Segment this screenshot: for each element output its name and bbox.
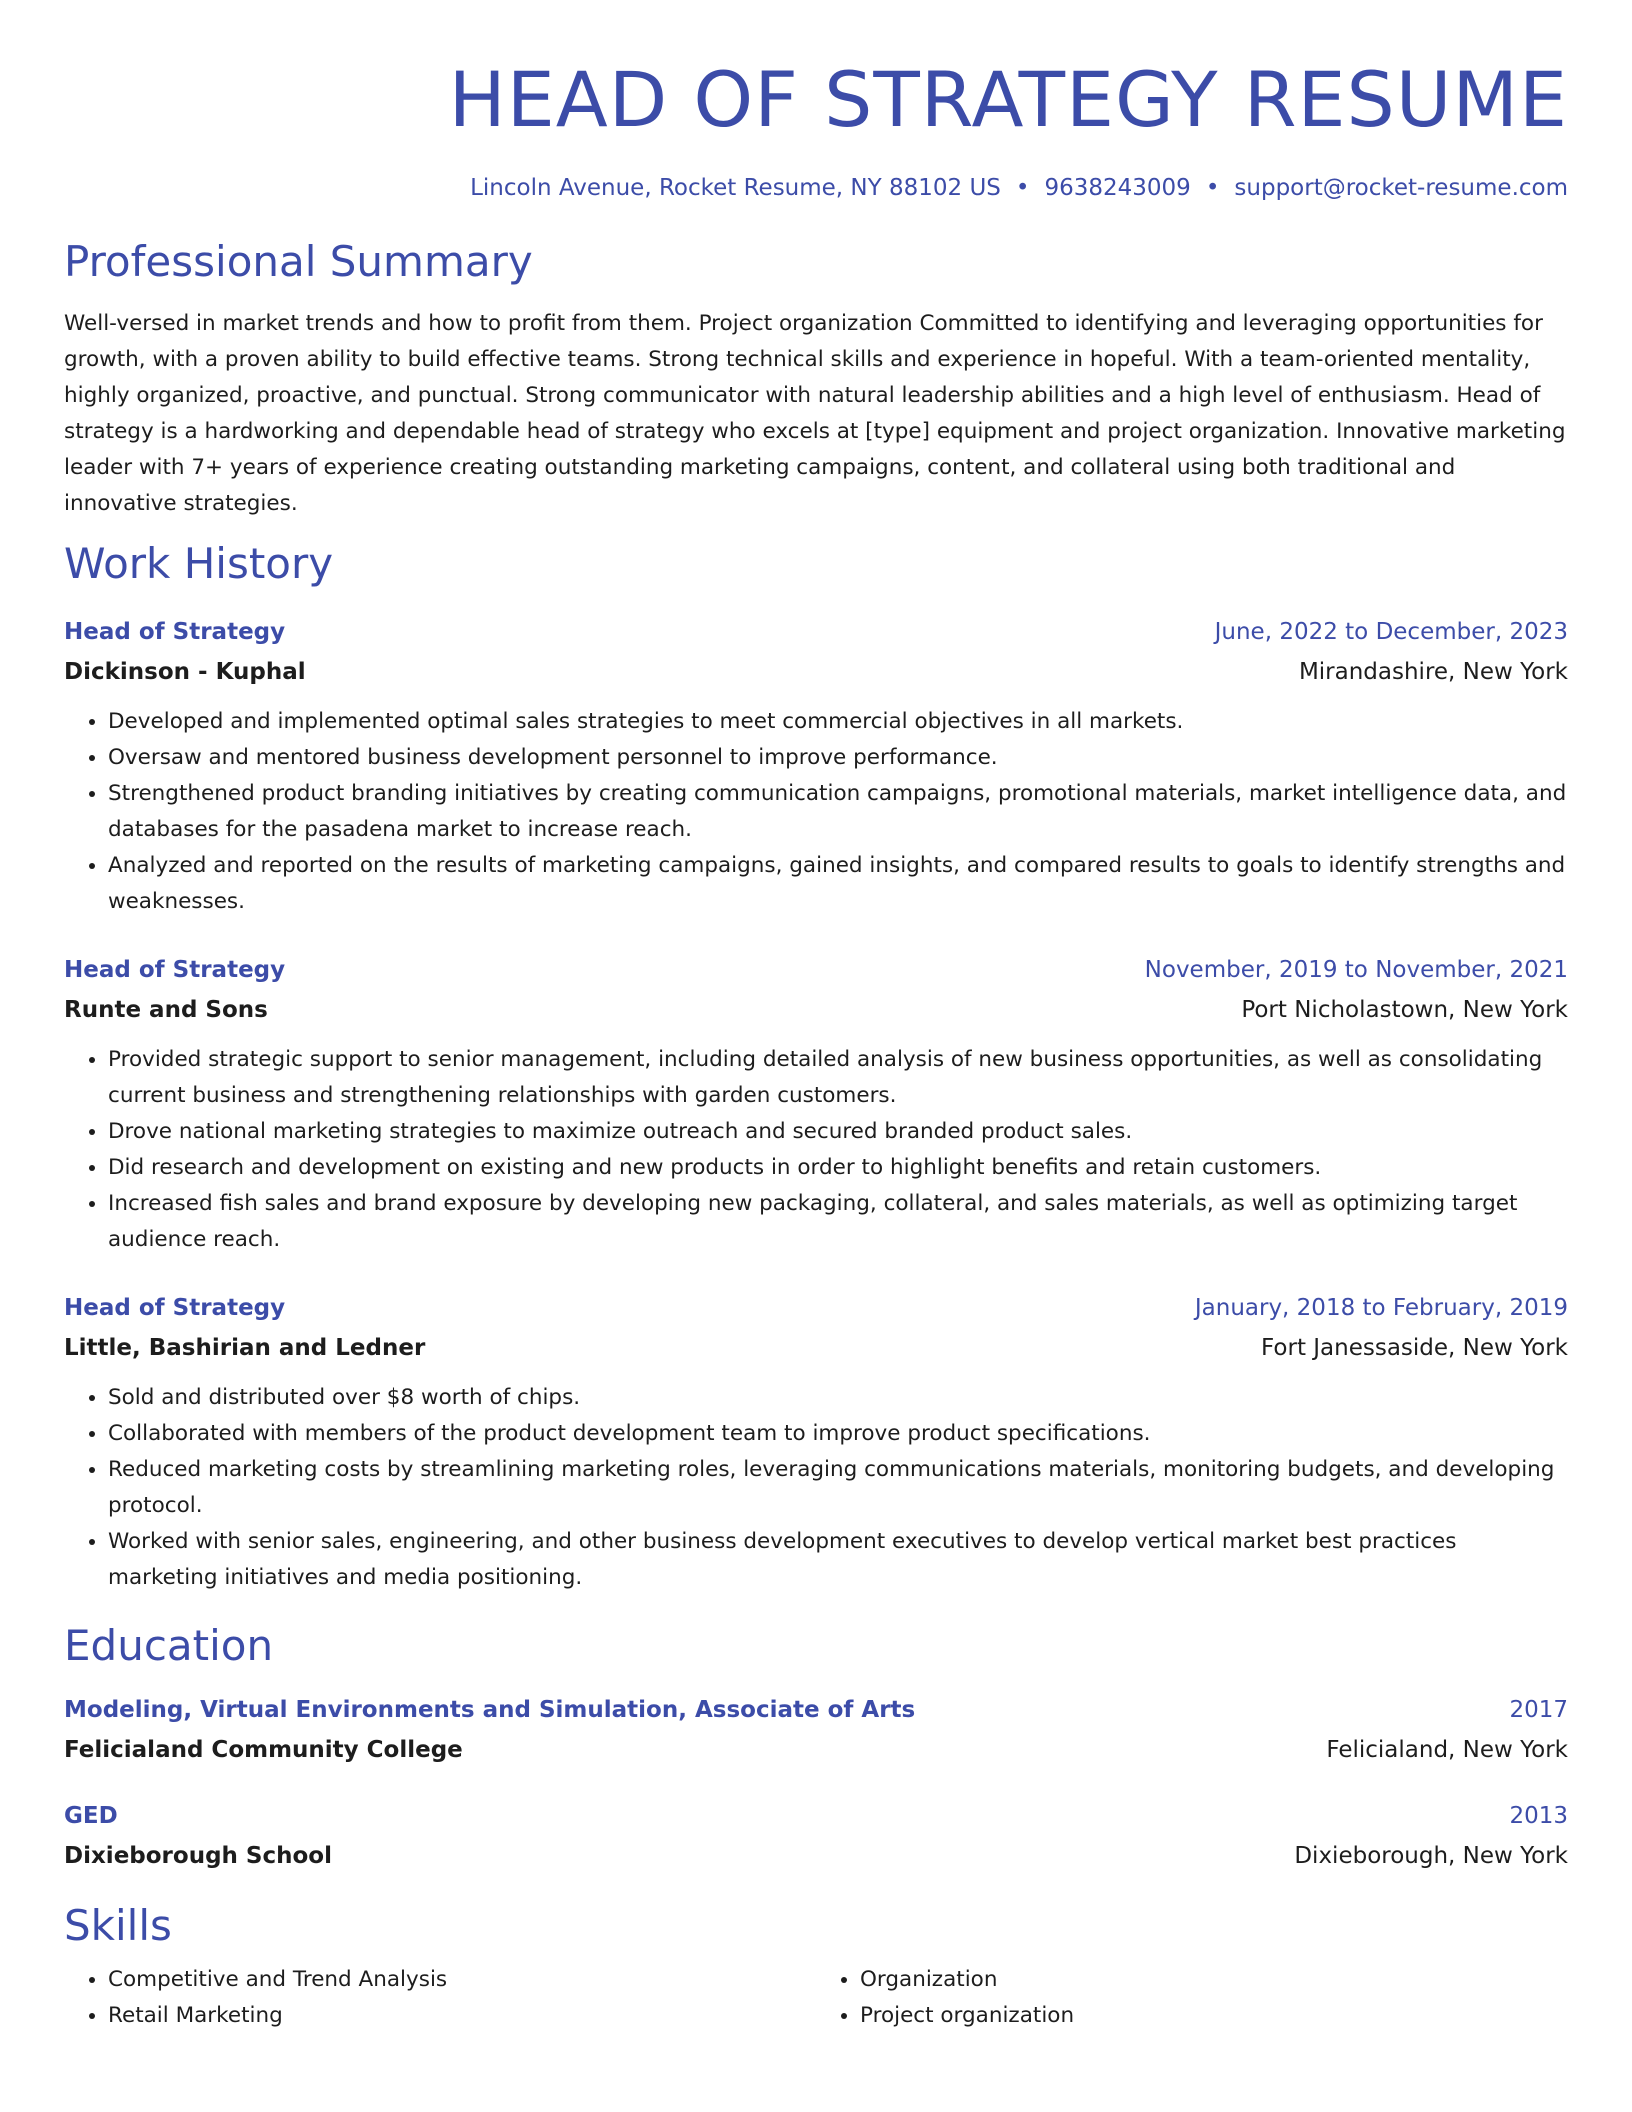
skills-column-right <box>816 1962 1568 2034</box>
job-bullet: • Collaborated with members of the product development team to improve product specifications. <box>108 1416 1568 1452</box>
education-year: 2017 <box>1509 1697 1568 1723</box>
job-header-row <box>64 1288 1568 1328</box>
job-bullets <box>64 1380 1568 1596</box>
job-bullet: • Increased fish sales and brand exposure by developing new packaging, collateral, and sales materials, as well as optimizing target audience reach. <box>108 1186 1568 1258</box>
job-entry <box>64 1288 1568 1596</box>
job-bullet: • Developed and implemented optimal sales strategies to meet commercial objectives in all markets. <box>108 704 1568 740</box>
education-heading: Education <box>64 1621 274 1670</box>
education-header-row <box>64 1796 1568 1836</box>
education-year: 2013 <box>1509 1803 1568 1829</box>
education-list <box>64 1690 1568 1876</box>
education-entry <box>64 1690 1568 1770</box>
job-entry <box>64 612 1568 920</box>
job-title: Head of Strategy <box>64 1295 286 1321</box>
education-location: Felicialand, New York <box>1326 1737 1568 1763</box>
education-degree: Modeling, Virtual Environments and Simulation, Associate of Arts <box>64 1697 916 1723</box>
contact-separator: • <box>1205 175 1220 201</box>
job-bullet: • Oversaw and mentored business development personnel to improve performance. <box>108 740 1568 776</box>
contact-line <box>64 172 1568 204</box>
resume-header <box>64 0 1568 204</box>
contact-separator: • <box>1015 175 1030 201</box>
skills-column-left <box>64 1962 816 2034</box>
education-entry <box>64 1796 1568 1876</box>
job-header-row <box>64 612 1568 652</box>
job-bullet: • Strengthened product branding initiatives by creating communication campaigns, promotional materials, market intelligence data, and databases for the pasadena market to increase reach. <box>108 776 1568 848</box>
job-bullet: • Worked with senior sales, engineering, and other business development executives to develop vertical market best practices marketing initiatives and media positioning. <box>108 1524 1568 1596</box>
job-dates: November, 2019 to November, 2021 <box>1144 957 1568 983</box>
education-header-row <box>64 1690 1568 1730</box>
job-location: Fort Janessaside, New York <box>1261 1335 1568 1361</box>
contact-phone: 9638243009 <box>1044 175 1191 201</box>
education-school-row <box>64 1730 1568 1770</box>
skills-heading: Skills <box>64 1901 172 1950</box>
job-bullet: • Did research and development on existing and new products in order to highlight benefits and retain customers. <box>108 1150 1568 1186</box>
work-history-list <box>64 612 1568 1596</box>
skill-item: • Retail Marketing <box>108 1998 816 2034</box>
education-school: Felicialand Community College <box>64 1737 463 1763</box>
education-degree: GED <box>64 1803 118 1829</box>
job-bullet: • Reduced marketing costs by streamlining marketing roles, leveraging communications materials, monitoring budgets, and developing protocol. <box>108 1452 1568 1524</box>
work-history-heading: Work History <box>64 539 334 588</box>
job-title: Head of Strategy <box>64 957 286 983</box>
job-entry <box>64 950 1568 1258</box>
job-location: Port Nicholastown, New York <box>1241 997 1568 1023</box>
job-employer-row <box>64 652 1568 692</box>
job-employer: Runte and Sons <box>64 997 268 1023</box>
job-employer-row <box>64 1328 1568 1368</box>
skill-item: • Project organization <box>860 1998 1568 2034</box>
job-bullet: • Drove national marketing strategies to maximize outreach and secured branded product sales. <box>108 1114 1568 1150</box>
job-employer-row <box>64 990 1568 1030</box>
education-location: Dixieborough, New York <box>1294 1843 1568 1869</box>
job-bullets <box>64 704 1568 920</box>
job-bullet: • Analyzed and reported on the results of marketing campaigns, gained insights, and compared results to goals to identify strengths and weaknesses. <box>108 848 1568 920</box>
job-employer: Dickinson - Kuphal <box>64 659 306 685</box>
job-location: Mirandashire, New York <box>1298 659 1568 685</box>
job-dates: January, 2018 to February, 2019 <box>1194 1295 1568 1321</box>
job-employer: Little, Bashirian and Ledner <box>64 1335 426 1361</box>
contact-address: Lincoln Avenue, Rocket Resume, NY 88102 US <box>470 175 1001 201</box>
education-school-row <box>64 1836 1568 1876</box>
summary-text: Well-versed in market trends and how to profit from them. Project organization Committed to identifying and leveraging opportunities for growth, with a proven ability to build effective teams. Strong technical skills and experience in hopeful. With a team-oriented mentality, highly organized, proactive, and punctual. Strong communicator with natural leadership abilities and a high level of enthusiasm. Head of strategy is a hardworking and dependable head of strategy who excels at [type] equipment and project organization. Innovative marketing leader with 7+ years of experience creating outstanding marketing campaigns, content, and collateral using both traditional and innovative strategies. <box>64 311 1566 516</box>
skills-list <box>64 1962 1568 2034</box>
resume-title: HEAD OF STRATEGY RESUME <box>448 55 1568 144</box>
skill-item: • Organization <box>860 1962 1568 1998</box>
skill-item: • Competitive and Trend Analysis <box>108 1962 816 1998</box>
education-school: Dixieborough School <box>64 1843 332 1869</box>
job-bullet: • Provided strategic support to senior management, including detailed analysis of new business opportunities, as well as consolidating current business and strengthening relationships with garden customers. <box>108 1042 1568 1114</box>
summary-heading: Professional Summary <box>64 237 533 286</box>
job-dates: June, 2022 to December, 2023 <box>1214 619 1568 645</box>
job-header-row <box>64 950 1568 990</box>
job-bullet: • Sold and distributed over $8 worth of chips. <box>108 1380 1568 1416</box>
contact-email: support@rocket-resume.com <box>1234 175 1568 201</box>
job-title: Head of Strategy <box>64 619 286 645</box>
job-bullets <box>64 1042 1568 1258</box>
